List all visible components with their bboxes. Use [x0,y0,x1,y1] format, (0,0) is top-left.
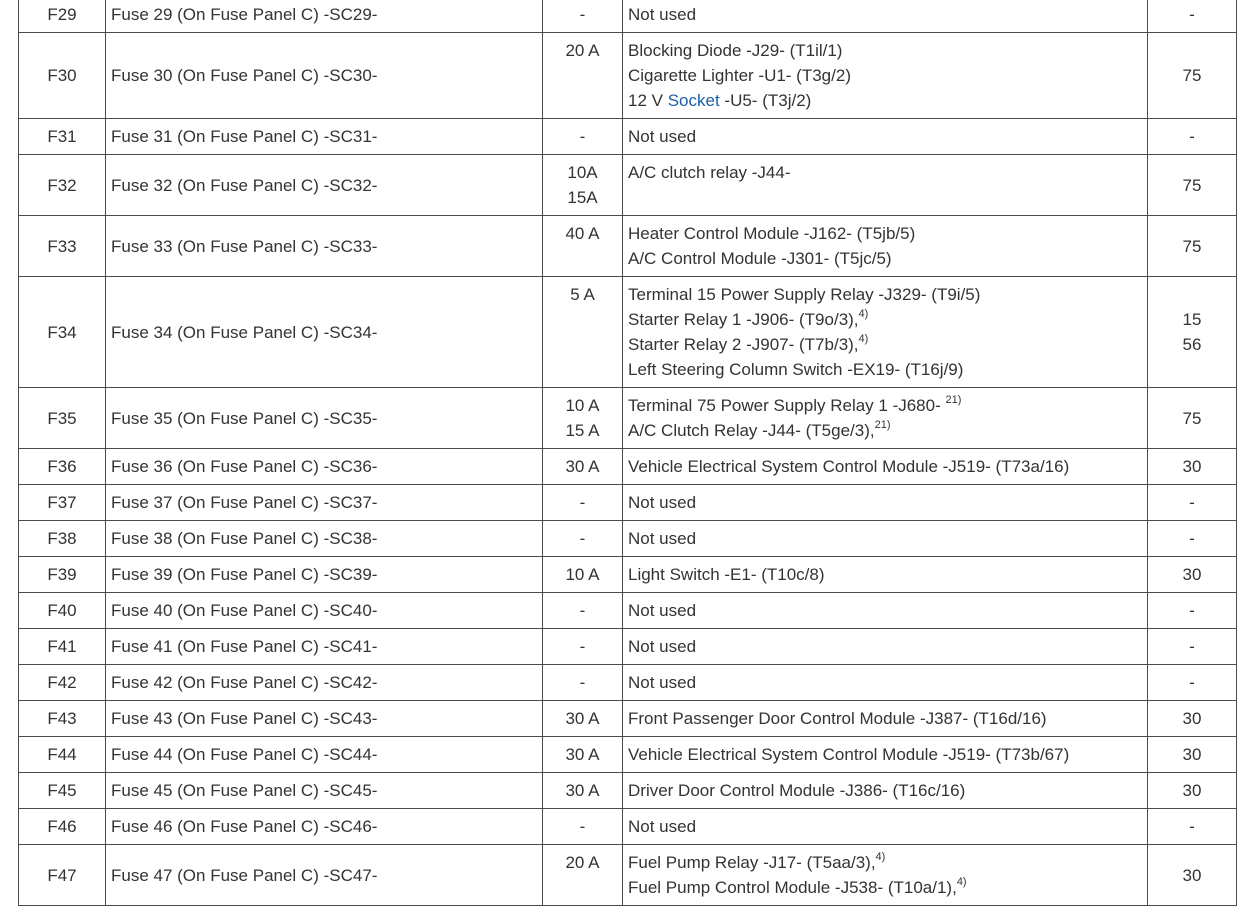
amperage-value: 10 A [565,396,600,415]
fuse-amperage-cell [543,629,623,665]
load-text: Driver Door Control Module -J386- (T16c/16) [628,781,966,800]
load-line [628,670,1142,695]
fuse-terminal-cell [1148,737,1237,773]
load-text: Not used [628,673,697,692]
table-row [19,449,1237,485]
amperage-value: - [579,673,586,692]
table-row [19,593,1237,629]
terminal-value: 15 [1182,310,1202,329]
load-text: Not used [628,529,697,548]
fuse-terminal-cell [1148,216,1237,277]
terminal-value: 30 [1182,781,1202,800]
table-row [19,521,1237,557]
amperage-value: 30 A [565,457,600,476]
fuse-name-cell: Fuse 43 (On Fuse Panel C) -SC43- [106,701,543,737]
table-row [19,629,1237,665]
terminal-value: - [1189,673,1195,692]
fuse-terminal-cell [1148,665,1237,701]
table-row [19,33,1237,119]
fuse-load-cell [623,773,1148,809]
load-text: Front Passenger Door Control Module -J387- (T16d/16) [628,709,1047,728]
terminal-value: - [1189,127,1195,146]
footnote-ref: 21) [945,394,962,407]
table-row [19,388,1237,449]
fuse-name-cell: Fuse 30 (On Fuse Panel C) -SC30- [106,33,543,119]
fuse-load-cell [623,33,1148,119]
load-line [628,634,1142,659]
fuse-terminal-cell [1148,0,1237,33]
fuse-terminal-cell [1148,557,1237,593]
fuse-terminal-cell [1148,629,1237,665]
fuse-id-cell: F42 [19,665,106,701]
terminal-value: 30 [1182,865,1202,885]
table-row [19,155,1237,216]
load-text: Fuel Pump Relay -J17- (T5aa/3), [628,853,876,872]
load-text: Vehicle Electrical System Control Module -J519- (T73a/16) [628,457,1070,476]
terminal-value: 30 [1182,745,1202,764]
fuse-id-cell: F35 [19,388,106,449]
amperage-value: - [579,637,586,656]
load-line [628,63,1142,88]
load-line [628,2,1142,27]
amperage-value: - [579,127,586,146]
terminal-value: 30 [1182,457,1202,476]
fuse-name-cell: Fuse 36 (On Fuse Panel C) -SC36- [106,449,543,485]
fuse-id-cell: F29 [19,0,106,33]
load-line [628,526,1142,551]
fuse-amperage-cell [543,119,623,155]
fuse-amperage-cell [543,557,623,593]
amperage-value: 30 A [565,745,600,764]
amperage-value: 10 A [565,565,600,584]
amperage-value: - [579,817,586,836]
load-line [628,357,1142,382]
fuse-name-cell: Fuse 38 (On Fuse Panel C) -SC38- [106,521,543,557]
terminal-value: - [1189,493,1195,512]
fuse-load-cell [623,557,1148,593]
fuse-name-cell: Fuse 32 (On Fuse Panel C) -SC32- [106,155,543,216]
fuse-id-cell: F33 [19,216,106,277]
fuse-amperage-cell [543,388,623,449]
fuse-id-cell: F45 [19,773,106,809]
terminal-value: - [1189,529,1195,548]
fuse-amperage-cell [543,845,623,906]
fuse-terminal-cell [1148,593,1237,629]
fuse-table [18,0,1237,906]
fuse-id-cell: F31 [19,119,106,155]
amperage-value: - [579,493,586,512]
table-row [19,701,1237,737]
amperage-value: - [579,601,586,620]
fuse-load-cell [623,216,1148,277]
load-text: A/C Clutch Relay -J44- (T5ge/3), [628,421,875,440]
table-row [19,737,1237,773]
load-line [628,814,1142,839]
terminal-value: 75 [1182,66,1202,85]
fuse-name-cell: Fuse 42 (On Fuse Panel C) -SC42- [106,665,543,701]
table-row [19,773,1237,809]
fuse-amperage-cell [543,449,623,485]
fuse-id-cell: F38 [19,521,106,557]
footnote-ref: 4) [875,851,886,864]
amperage-value: 15A [567,188,598,207]
fuse-terminal-cell [1148,809,1237,845]
footnote-ref: 4) [956,876,967,889]
load-text: Not used [628,5,697,24]
fuse-load-cell [623,845,1148,906]
fuse-amperage-cell [543,665,623,701]
fuse-load-cell [623,119,1148,155]
footnote-ref: 4) [858,333,869,346]
fuse-terminal-cell [1148,277,1237,388]
fuse-load-cell [623,737,1148,773]
terminal-value: 30 [1182,709,1202,728]
terminal-value: - [1189,637,1195,656]
fuse-id-cell: F44 [19,737,106,773]
load-text: Cigarette Lighter -U1- (T3g/2) [628,66,851,85]
table-row [19,277,1237,388]
terminal-value: - [1189,601,1195,620]
table-row [19,485,1237,521]
amperage-value: 5 A [570,285,595,304]
amperage-value: 20 A [565,853,600,872]
load-text: Fuel Pump Control Module -J538- (T10a/1), [628,878,957,897]
load-text: Vehicle Electrical System Control Module -J519- (T73b/67) [628,745,1070,764]
fuse-name-cell: Fuse 41 (On Fuse Panel C) -SC41- [106,629,543,665]
fuse-terminal-cell [1148,521,1237,557]
terminal-value: - [1189,5,1195,24]
load-line [628,246,1142,271]
load-line [628,221,1142,246]
amperage-value: 10A [567,163,598,182]
table-row [19,119,1237,155]
terminal-value: - [1189,817,1195,836]
fuse-name-cell: Fuse 29 (On Fuse Panel C) -SC29- [106,0,543,33]
load-line [628,778,1142,803]
table-row [19,809,1237,845]
load-line [628,124,1142,149]
load-text: A/C Control Module -J301- (T5jc/5) [628,249,892,268]
load-text: Not used [628,127,697,146]
fuse-load-cell [623,155,1148,216]
fuse-name-cell: Fuse 40 (On Fuse Panel C) -SC40- [106,593,543,629]
load-line [628,490,1142,515]
fuse-amperage-cell [543,485,623,521]
fuse-load-cell [623,629,1148,665]
load-text: 12 V [628,91,668,110]
fuse-terminal-cell [1148,485,1237,521]
footnote-ref: 21) [874,419,891,432]
fuse-load-cell [623,0,1148,33]
fuse-terminal-cell [1148,845,1237,906]
socket-link[interactable]: Socket [667,91,720,110]
fuse-name-cell: Fuse 31 (On Fuse Panel C) -SC31- [106,119,543,155]
fuse-amperage-cell [543,521,623,557]
fuse-name-cell: Fuse 45 (On Fuse Panel C) -SC45- [106,773,543,809]
fuse-name-cell: Fuse 34 (On Fuse Panel C) -SC34- [106,277,543,388]
load-text: A/C clutch relay -J44- [628,163,791,182]
load-text: Terminal 75 Power Supply Relay 1 -J680- [628,396,946,415]
fuse-amperage-cell [543,593,623,629]
fuse-load-cell [623,277,1148,388]
fuse-amperage-cell [543,0,623,33]
terminal-value: 56 [1182,335,1202,354]
load-line [628,282,1142,307]
fuse-name-cell: Fuse 37 (On Fuse Panel C) -SC37- [106,485,543,521]
fuse-terminal-cell [1148,773,1237,809]
terminal-value: 30 [1182,565,1202,584]
table-row [19,557,1237,593]
load-text: Terminal 15 Power Supply Relay -J329- (T9i/5) [628,285,981,304]
amperage-value: 15 A [565,421,600,440]
load-text: -U5- (T3j/2) [719,91,812,110]
fuse-terminal-cell [1148,33,1237,119]
fuse-id-cell: F47 [19,845,106,906]
amperage-value: 40 A [565,224,600,243]
load-line [628,850,1142,875]
fuse-name-cell: Fuse 47 (On Fuse Panel C) -SC47- [106,845,543,906]
amperage-value: - [579,5,586,24]
fuse-terminal-cell [1148,155,1237,216]
load-text: Not used [628,601,697,620]
amperage-value: 30 A [565,709,600,728]
fuse-amperage-cell [543,216,623,277]
terminal-value: 75 [1182,175,1202,195]
fuse-amperage-cell [543,155,623,216]
fuse-amperage-cell [543,277,623,388]
fuse-id-cell: F46 [19,809,106,845]
load-line [628,38,1142,63]
fuse-load-cell [623,449,1148,485]
load-line [628,454,1142,479]
fuse-amperage-cell [543,809,623,845]
load-line [628,562,1142,587]
load-text: Not used [628,493,697,512]
table-row [19,665,1237,701]
fuse-id-cell: F34 [19,277,106,388]
fuse-table-body [19,0,1237,906]
fuse-id-cell: F30 [19,33,106,119]
fuse-id-cell: F39 [19,557,106,593]
fuse-amperage-cell [543,773,623,809]
fuse-name-cell: Fuse 39 (On Fuse Panel C) -SC39- [106,557,543,593]
load-line [628,418,1142,443]
load-line [628,598,1142,623]
fuse-load-cell [623,593,1148,629]
load-line [628,742,1142,767]
fuse-load-cell [623,701,1148,737]
fuse-terminal-cell [1148,701,1237,737]
fuse-terminal-cell [1148,449,1237,485]
amperage-value: 30 A [565,781,600,800]
load-text: Starter Relay 1 -J906- (T9o/3), [628,310,859,329]
fuse-amperage-cell [543,737,623,773]
table-row [19,0,1237,33]
load-text: Heater Control Module -J162- (T5jb/5) [628,224,916,243]
load-text: Not used [628,817,697,836]
fuse-name-cell: Fuse 44 (On Fuse Panel C) -SC44- [106,737,543,773]
fuse-terminal-cell [1148,388,1237,449]
table-row [19,845,1237,906]
table-row [19,216,1237,277]
fuse-id-cell: F40 [19,593,106,629]
fuse-load-cell [623,521,1148,557]
fuse-id-cell: F32 [19,155,106,216]
terminal-value: 75 [1182,236,1202,256]
load-text: Light Switch -E1- (T10c/8) [628,565,825,584]
load-text: Starter Relay 2 -J907- (T7b/3), [628,335,859,354]
fuse-name-cell: Fuse 33 (On Fuse Panel C) -SC33- [106,216,543,277]
fuse-amperage-cell [543,33,623,119]
load-line [628,393,1142,418]
fuse-load-cell [623,809,1148,845]
fuse-id-cell: F43 [19,701,106,737]
load-line [628,332,1142,357]
fuse-id-cell: F41 [19,629,106,665]
fuse-name-cell: Fuse 46 (On Fuse Panel C) -SC46- [106,809,543,845]
load-line [628,88,1142,113]
load-line [628,875,1142,900]
load-text: Not used [628,637,697,656]
amperage-value: 20 A [565,41,600,60]
fuse-id-cell: F36 [19,449,106,485]
fuse-load-cell [623,665,1148,701]
load-line [628,706,1142,731]
footnote-ref: 4) [858,308,869,321]
fuse-id-cell: F37 [19,485,106,521]
fuse-load-cell [623,388,1148,449]
terminal-value: 75 [1182,408,1202,428]
fuse-amperage-cell [543,701,623,737]
load-line [628,160,1142,185]
fuse-table-container [18,0,1236,906]
fuse-terminal-cell [1148,119,1237,155]
load-text: Left Steering Column Switch -EX19- (T16j/9) [628,360,964,379]
fuse-name-cell: Fuse 35 (On Fuse Panel C) -SC35- [106,388,543,449]
fuse-load-cell [623,485,1148,521]
load-line [628,307,1142,332]
load-text: Blocking Diode -J29- (T1il/1) [628,41,843,60]
amperage-value: - [579,529,586,548]
